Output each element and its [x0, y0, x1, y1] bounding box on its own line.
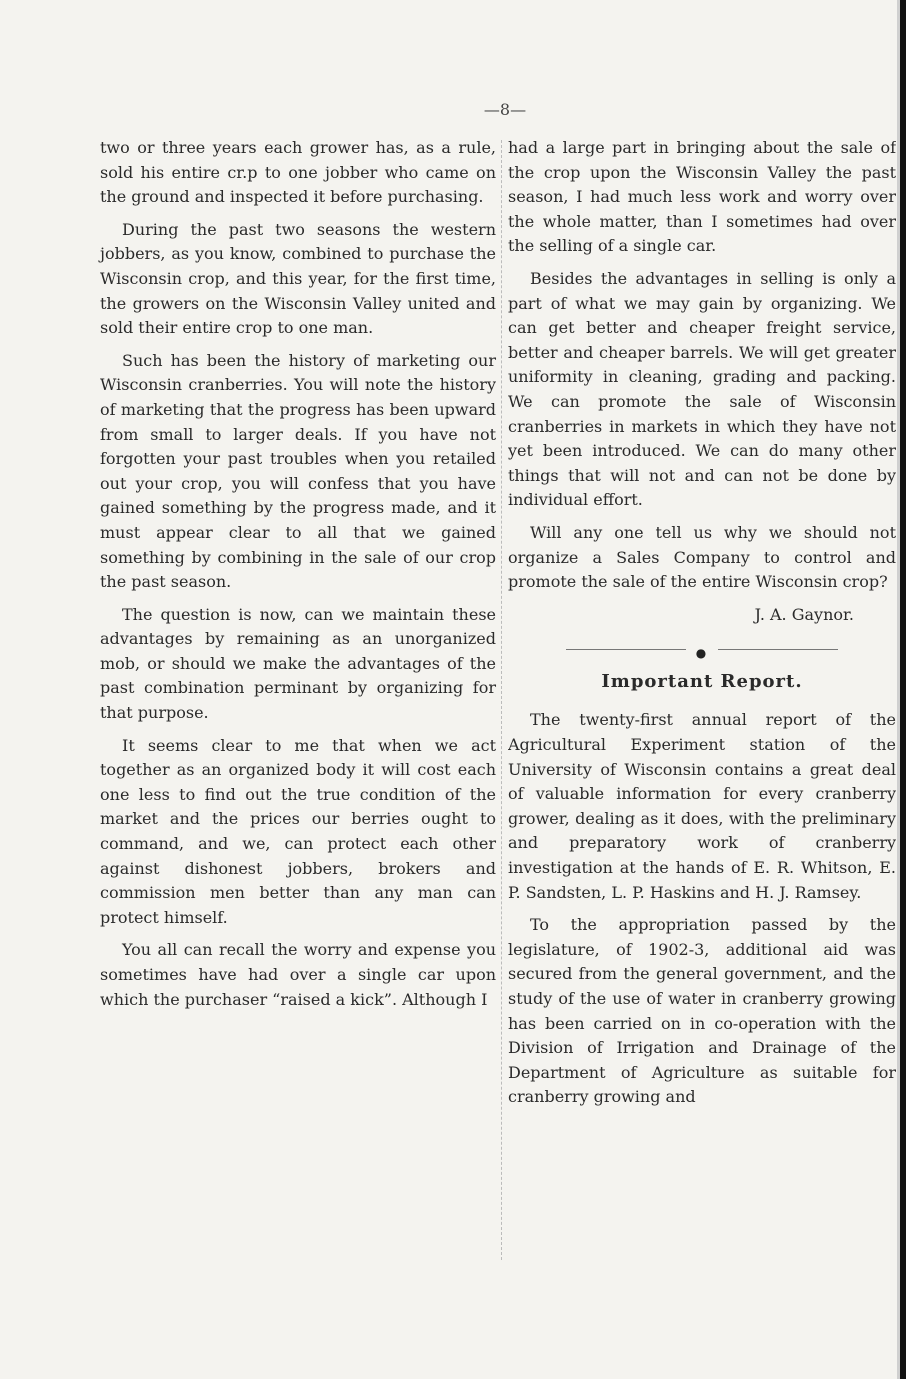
paragraph: The question is now, can we maintain these advantages by remaining as an unorganized mob, or should we make the advantages of the past combination perminant by organizing for that purpose.: [100, 604, 496, 723]
paragraph: had a large part in bringing about the sale of the crop upon the Wisconsin Valley the past season, I had much less work and worry over the whole matter, than I sometimes had over the selling of a single car.: [508, 138, 896, 256]
paragraph: Such has been the history of marketing our Wisconsin cranberries. You will note the history of marketing that the progress has been upward from small to larger deals. If you have not forgotten your past troubles when you retailed out your crop, you will confess that you have gained something by the progress made, and it must appear clear to all that we gained something by combining in the sale of our crop the past season.: [100, 350, 496, 592]
paragraph: To the appropriation passed by the legislature, of 1902-3, additional aid was secured from the general government, and the study of the use of water in cranberry growing has been carried on in co-operation with the Division of Irrigation and Drainage of the Department of Agriculture as suitable for cranberry growing and: [508, 915, 896, 1107]
left-column: [100, 136, 496, 1020]
paragraph: You all can recall the worry and expense you sometimes have had over a single car upon which the purchaser “raised a kick”. Although I: [100, 940, 496, 1009]
column-divider: [501, 140, 502, 1260]
paragraph: It seems clear to me that when we act together as an organized body it will cost each one less to find out the true condition of the market and the prices our berries ought to command, and we, can protect each other against dishonest jobbers, brokers and commission men better than any man can protect himself.: [100, 735, 496, 927]
paragraph: Will any one tell us why we should not organize a Sales Company to control and promote the sale of the entire Wisconsin crop?: [508, 522, 896, 592]
paragraph: The twenty-first annual report of the Agricultural Experiment station of the University of Wisconsin contains a great deal of valuable information for every cranberry grower, dealing as it does, with the preliminary and preparatory work of cranberry investigation at the hands of E. R. Whitson, E. P. Sandsten, L. P. Haskins and H. J. Ramsey.: [508, 710, 896, 902]
paragraph: Besides the advantages in selling is only a part of what we may gain by organizing. We can get better and cheaper freight service, better and cheaper barrels. We will get greater uniformity in cleaning, grading and packing. We can promote the sale of Wisconsin cranberries in markets in which they have not yet been introduced. We can do many other things that will not and can not be done by individual effort.: [508, 268, 896, 510]
right-column: [508, 136, 896, 1256]
page-number: —8—: [483, 100, 527, 119]
signature: J. A. Gaynor.: [754, 604, 854, 624]
page-edge: [900, 0, 906, 1379]
ornament-divider: ●: [508, 641, 896, 666]
paragraph: During the past two seasons the western jobbers, as you know, combined to purchase the Wisconsin crop, and this year, for the first time, the growers on the Wisconsin Valley united and sold their entire crop to one man.: [100, 219, 496, 338]
paragraph: two or three years each grower has, as a rule, sold his entire cr.p to one jobber who came on the ground and inspected it before purchasing.: [100, 138, 496, 207]
section-title: Important Report.: [601, 670, 803, 692]
